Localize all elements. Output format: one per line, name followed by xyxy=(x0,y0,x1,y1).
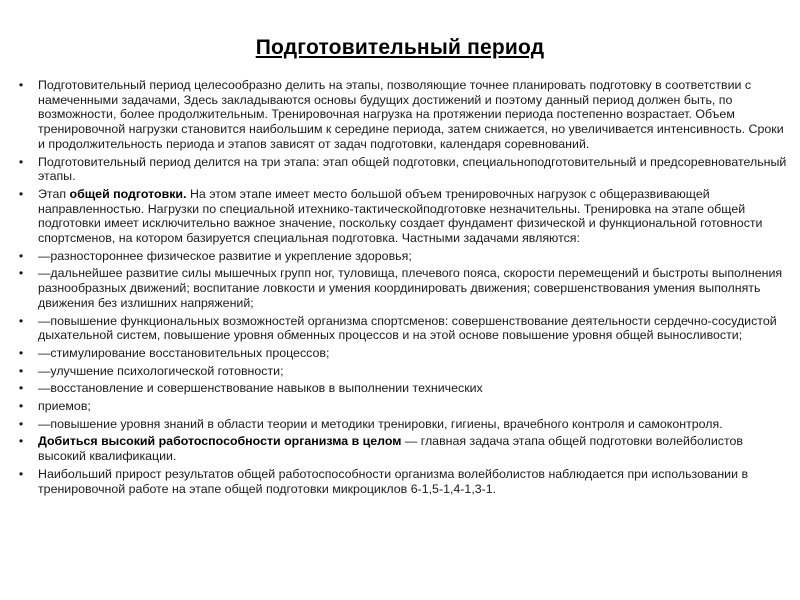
bullet-icon: • xyxy=(18,399,24,414)
item-text: —повышение функциональных возможностей организма спортсменов: совершенствование деятельности сердечно-сосудистой дыхательной систем, повышение уровня обменных процессов и на этой основе повышение уровня общей выносливости; xyxy=(38,313,777,343)
bullet-icon: • xyxy=(18,381,24,396)
list-item xyxy=(14,155,792,184)
item-text: —дальнейшее развитие силы мышечных групп ног, туловища, плечевого пояса, скорости перемещений и быстроты выполнения разнообразных движений; воспитание ловкости и умения координировать движения; совершенствования умения выполнять движения без излишних напряжений; xyxy=(38,266,783,310)
list-item xyxy=(14,346,792,361)
bullet-icon: • xyxy=(18,266,24,281)
bullet-icon: • xyxy=(18,154,24,169)
list-item xyxy=(14,364,792,379)
bullet-icon: • xyxy=(18,313,24,328)
list-item xyxy=(14,314,792,343)
bullet-icon: • xyxy=(18,466,24,481)
bullet-icon: • xyxy=(18,186,24,201)
list-item xyxy=(14,249,792,264)
list-item xyxy=(14,187,792,246)
item-text: Подготовительный период целесообразно делить на этапы, позволяющие точнее планировать подготовку в соответствии с намеченными задачами, Здесь закладываются основы будущих достижений и поэтому данный период должен быть, по возможности, более продолжительным. Тренировочная нагрузка на протяжении периода постепенно возрастает. Объем тренировочной нагрузки становится наибольшим к середине периода, затем снижается, но увеличивается интенсивность. Сроки и продолжительность периода и этапов зависят от задач подготовки, календаря соревнований. xyxy=(38,78,784,151)
item-text: —восстановление и совершенствование навыков в выполнении технических xyxy=(38,381,483,396)
bullet-list xyxy=(14,78,792,499)
bullet-icon: • xyxy=(18,363,24,378)
list-item xyxy=(14,381,792,396)
item-text-post: На этом этапе имеет место большой объем тренировочных нагрузок с общеразвивающей направленностью. Нагрузки по специальной итехнико-тактическойподготовке незначительны. Тренировка на этапе общей подготовки имеет исключительно важное значение, поскольку создает фундамент физической и функциональной готовности спортсменов, на котором базируется специальная подготовка. Частными задачами являются: xyxy=(38,186,763,246)
item-text-bold: общей подготовки. xyxy=(69,186,187,201)
list-item xyxy=(14,78,792,152)
item-text: —стимулирование восстановительных процессов; xyxy=(38,345,330,360)
page-title: Подготовительный период xyxy=(255,36,545,59)
bullet-icon: • xyxy=(18,434,24,449)
item-text: Наибольший прирост результатов общей работоспособности организма волейболистов наблюдается при использовании в тренировочной работе на этапе общей подготовки микроциклов 6-1,5-1,4-1,3-1. xyxy=(38,466,749,496)
list-item xyxy=(14,266,792,310)
item-text: —улучшение психологической готовности; xyxy=(38,363,284,378)
item-text-bold: Добиться высокий работоспособности организма в целом xyxy=(38,434,402,449)
item-text: —повышение уровня знаний в области теории и методики тренировки, гигиены, врачебного контроля и самоконтроля. xyxy=(38,416,723,431)
bullet-icon: • xyxy=(18,345,24,360)
item-text: Подготовительный период делится на три этапа: этап общей подготовки, специальноподготовительный и предсоревновательный этапы. xyxy=(38,154,787,184)
item-text: приемов; xyxy=(38,399,91,414)
bullet-icon: • xyxy=(18,416,24,431)
item-text-pre: Этап xyxy=(38,186,70,201)
list-item xyxy=(14,399,792,414)
list-item xyxy=(14,434,792,463)
bullet-icon: • xyxy=(18,78,24,92)
item-text: —разностороннее физическое развитие и укрепление здоровья; xyxy=(38,248,412,263)
item-text-post: — главная задача этапа общей подготовки волейболистов высокий квалификации. xyxy=(38,434,743,464)
bullet-icon: • xyxy=(18,248,24,263)
list-item xyxy=(14,467,792,496)
list-item xyxy=(14,417,792,432)
